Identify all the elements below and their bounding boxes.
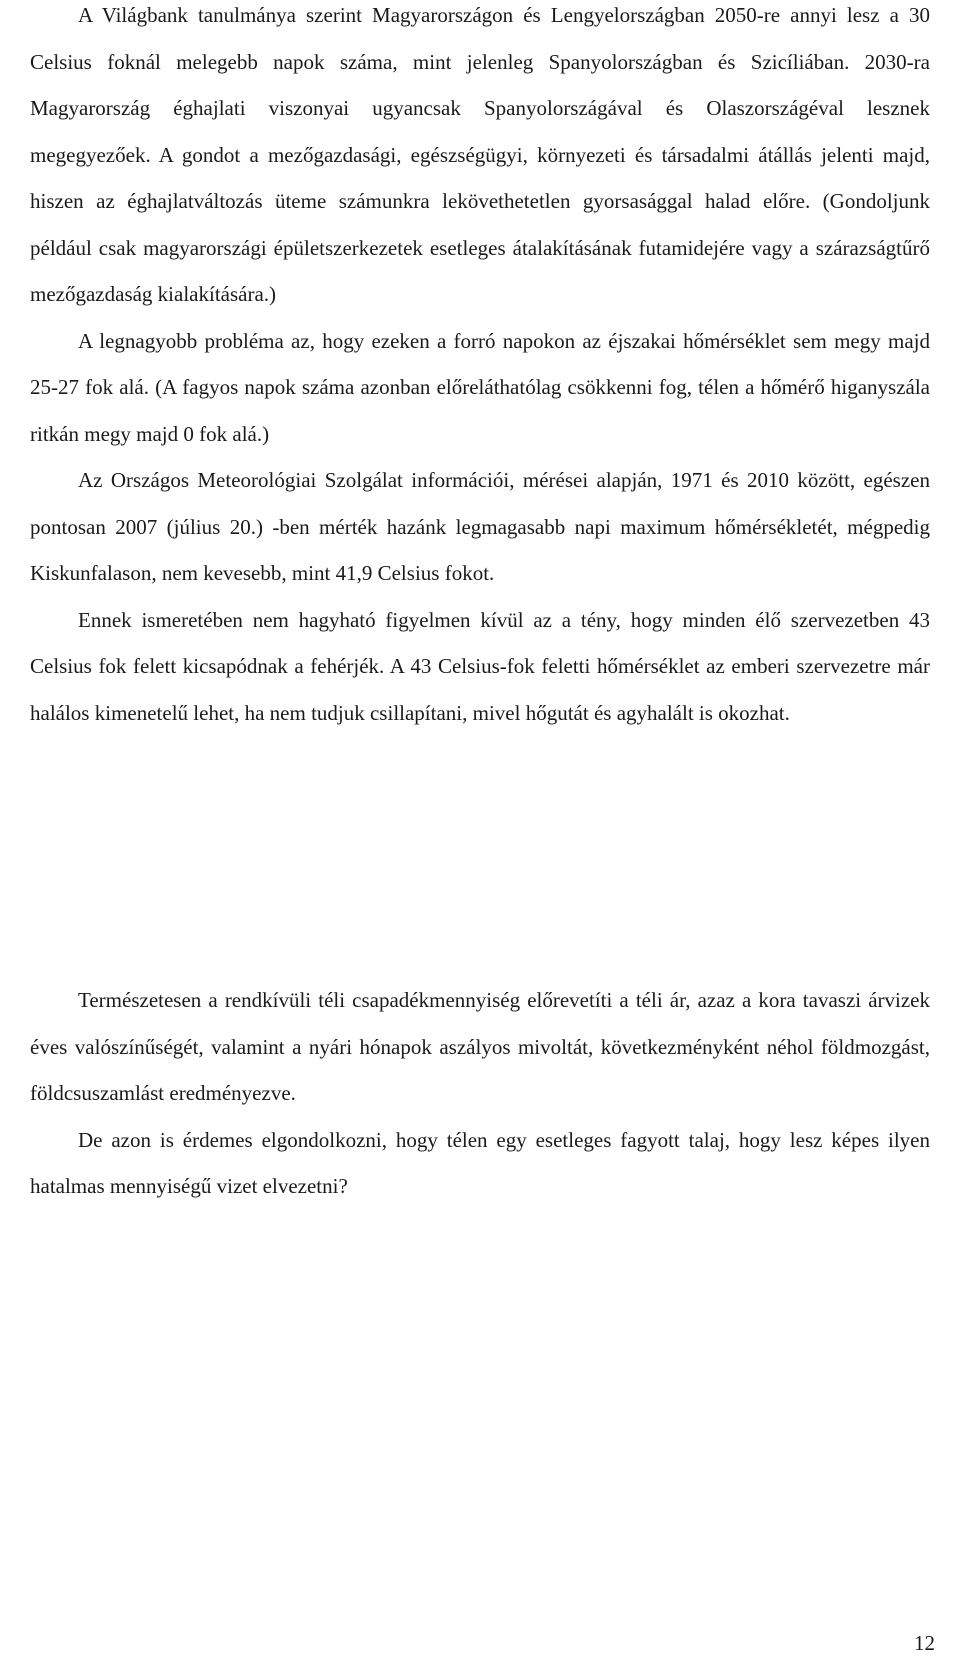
paragraph-text: Az Országos Meteorológiai Szolgálat információi, mérései alapján, 1971 és 2010 között, egészen pontosan 2007 (július 20.) -ben mérték hazánk legmagasabb napi maximum hőmérsékletét, mégpedig Kiskunfalason, nem kevesebb, mint 41,9 Celsius fokot. bbox=[30, 468, 930, 585]
paragraph bbox=[30, 457, 930, 597]
paragraph bbox=[30, 318, 930, 458]
paragraph-text: De azon is érdemes elgondolkozni, hogy télen egy esetleges fagyott talaj, hogy lesz képes ilyen hatalmas mennyiségű vizet elvezetni? bbox=[30, 1127, 930, 1198]
text-section-1 bbox=[30, 0, 930, 736]
paragraph bbox=[30, 1117, 930, 1210]
paragraph-text: A Világbank tanulmánya szerint Magyarországon és Lengyelországban 2050-re annyi lesz a 30 Celsius foknál melegebb napok száma, mint jelenleg Spanyolországban és Szicíliában. 2030-ra Magyarország éghajlati viszonyai ugyancsak Spanyolországával és Olaszországéval lesznek megegyezőek. A gondot a mezőgazdasági, egészségügyi, környezeti és társadalmi átállás jelenti majd, hiszen az éghajlatváltozás üteme számunkra lekövethetetlen gyorsasággal halad előre. (Gondoljunk például csak magyarországi épületszerkezetek esetleges átalakításának futamidejére vagy a szárazságtűrő mezőgazdaság kialakítására.) bbox=[30, 3, 930, 306]
paragraph bbox=[30, 977, 930, 1117]
paragraph-text: Természetesen a rendkívüli téli csapadékmennyiség előrevetíti a téli ár, azaz a kora tavaszi árvizek éves valószínűségét, valamint a nyári hónapok aszályos mivoltát, következményként néhol földmozgást, földcsuszamlást eredményezve. bbox=[30, 988, 930, 1105]
paragraph bbox=[30, 597, 930, 737]
paragraph-text: A legnagyobb probléma az, hogy ezeken a forró napokon az éjszakai hőmérséklet sem megy majd 25-27 fok alá. (A fagyos napok száma azonban előreláthatólag csökkenni fog, télen a hőmérő higanyszála ritkán megy majd 0 fok alá.) bbox=[30, 328, 930, 446]
paragraph-text: Ennek ismeretében nem hagyható figyelmen kívül az a tény, hogy minden élő szervezetben 43 Celsius fok felett kicsapódnak a fehérjék. A 43 Celsius-fok feletti hőmérséklet az emberi szervezetre már halálos kimenetelű lehet, ha nem tudjuk csillapítani, mivel hőgutát és agyhalált is okozhat. bbox=[30, 607, 930, 725]
paragraph bbox=[30, 0, 930, 318]
text-section-2 bbox=[30, 977, 930, 1210]
page-number: 12 bbox=[914, 1631, 935, 1655]
